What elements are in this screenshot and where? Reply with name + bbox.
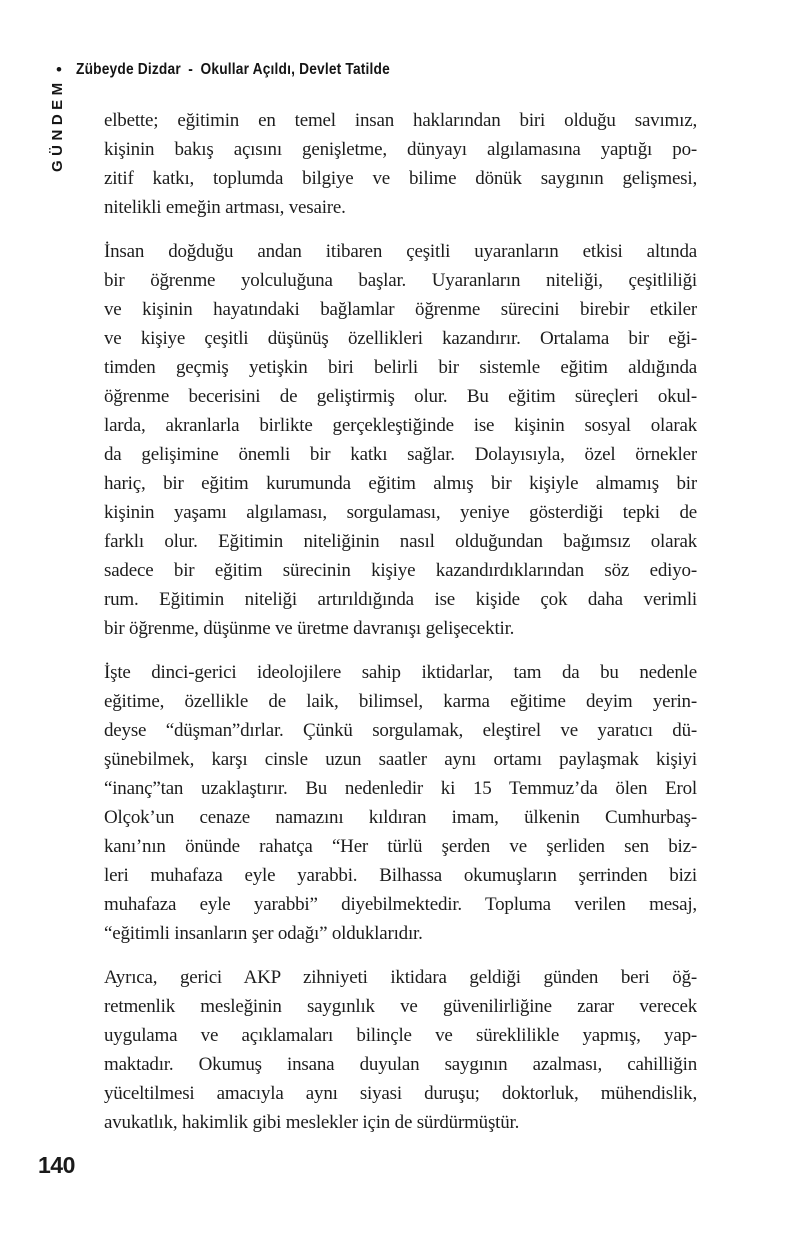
- paragraph: [104, 106, 697, 222]
- text-line: timden geçmiş yetişkin biri belirli bir sistemle eğitim aldığında: [104, 357, 697, 378]
- text-line: leri muhafaza eyle yarabbi. Bilhassa okumuşların şerrinden bizi: [104, 865, 697, 886]
- text-line: yüceltilmesi amacıyla aynı siyasi duruşu; doktorluk, mühendislik,: [104, 1083, 697, 1104]
- header-text: [76, 61, 390, 79]
- text-line: kişinin bakış açısını genişletme, dünyayı algılamasına yaptığı po-: [104, 139, 697, 160]
- text-line: kişinin yaşamı algılaması, sorgulaması, yeniye gösterdiği tepki de: [104, 502, 697, 523]
- text-line: öğrenme becerisini de geliştirmiş olur. Bu eğitim süreçleri okul-: [104, 386, 697, 407]
- text-line: da gelişimine önemli bir katkı sağlar. Dolayısıyla, özel örnekler: [104, 444, 697, 465]
- article-title: Okullar Açıldı, Devlet Tatilde: [200, 61, 390, 78]
- paragraph: [104, 237, 697, 643]
- text-line: eğitime, özellikle de laik, bilimsel, karma eğitime deyim yerin-: [104, 691, 697, 712]
- text-line: larda, akranlarla birlikte gerçekleştiğinde ise kişinin sosyal olarak: [104, 415, 697, 436]
- text-line: maktadır. Okumuş insana duyulan saygının azalması, cahilliğin: [104, 1054, 697, 1075]
- text-line: İşte dinci-gerici ideolojilere sahip iktidarlar, tam da bu nedenle: [104, 662, 697, 683]
- text-line: ve kişiye çeşitli düşünüş özellikleri kazandırır. Ortalama bir eği-: [104, 328, 697, 349]
- section-margin-label: GÜNDEM: [49, 78, 66, 172]
- text-line: muhafaza eyle yarabbi” diyebilmektedir. Topluma verilen mesaj,: [104, 894, 697, 915]
- page-header: [56, 61, 441, 79]
- text-line: avukatlık, hakimlik gibi meslekler için de sürdürmüştür.: [104, 1112, 520, 1133]
- text-line: deyse “düşman”dırlar. Çünkü sorgulamak, eleştirel ve yaratıcı dü-: [104, 720, 697, 741]
- author-name: Zübeyde Dizdar: [75, 61, 181, 78]
- text-line: elbette; eğitimin en temel insan haklarından biri olduğu savımız,: [104, 110, 697, 131]
- text-line: sadece bir eğitim sürecinin kişiye kazandırdıklarından söz ediyo-: [104, 560, 697, 581]
- text-line: “inanç”tan uzaklaştırır. Bu nedenledir ki 15 Temmuz’da ölen Erol: [104, 778, 697, 799]
- text-line: bir öğrenme yolculuğuna başlar. Uyaranların niteliği, çeşitliliği: [104, 270, 697, 291]
- text-line: “eğitimli insanların şer odağı” olduklarıdır.: [104, 923, 423, 944]
- page-number: 140: [38, 1152, 75, 1178]
- paragraph: [104, 658, 697, 948]
- text-line: şünebilmek, karşı cinsle uzun saatler aynı ortamı paylaşmak kişiyi: [104, 749, 697, 770]
- text-line: rum. Eğitimin niteliği artırıldığında ise kişide çok daha verimli: [104, 589, 697, 610]
- text-line: Olçok’un cenaze namazını kıldıran imam, ülkenin Cumhurbaş-: [104, 807, 697, 828]
- text-line: ve kişinin hayatındaki bağlamlar öğrenme sürecini birebir etkiler: [104, 299, 697, 320]
- article-body: [104, 106, 697, 1152]
- text-line: uygulama ve açıklamaları bilinçle ve süreklilikle yapmış, yap-: [104, 1025, 697, 1046]
- text-line: retmenlik mesleğinin saygınlık ve güvenilirliğine zarar verecek: [104, 996, 697, 1017]
- text-line: zitif katkı, toplumda bilgiye ve bilime dönük saygının gelişmesi,: [104, 168, 697, 189]
- text-line: farklı olur. Eğitimin niteliğinin nasıl olduğundan bağımsız olarak: [104, 531, 697, 552]
- text-line: hariç, bir eğitim kurumunda eğitim almış bir kişiyle almamış bir: [104, 473, 697, 494]
- text-line: nitelikli emeğin artması, vesaire.: [104, 197, 346, 218]
- header-separator: -: [188, 61, 194, 78]
- bullet-icon: •: [56, 60, 62, 79]
- text-line: İnsan doğduğu andan itibaren çeşitli uyaranların etkisi altında: [104, 241, 697, 262]
- text-line: bir öğrenme, düşünme ve üretme davranışı gelişecektir.: [104, 618, 515, 639]
- paragraph: [104, 963, 697, 1137]
- text-line: Ayrıca, gerici AKP zihniyeti iktidara geldiği günden beri öğ-: [104, 967, 697, 988]
- text-line: kanı’nın önünde rahatça “Her türlü şerden ve şerliden sen biz-: [104, 836, 697, 857]
